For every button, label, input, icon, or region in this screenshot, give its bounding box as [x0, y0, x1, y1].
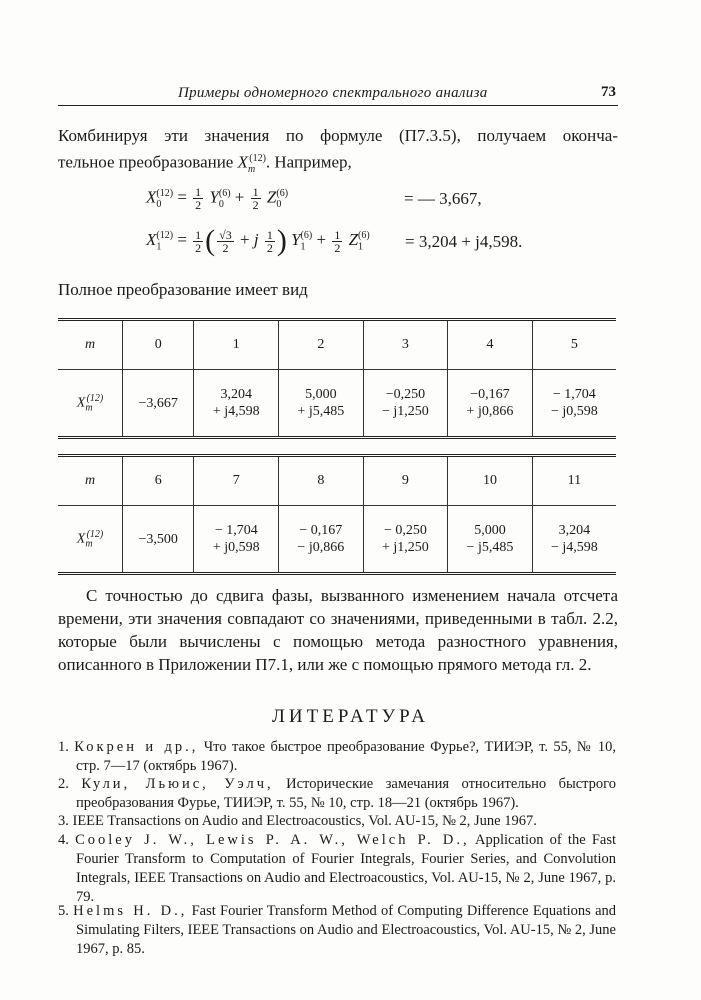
- formula-x1: $X_1^{(12)}$ = $\frac{1}{2}$ ( $\frac{√3}{2}$ + j $\frac{1}{2}$ ) $Y_1^{(6)}$ + $\frac{1}{2}$ $Z_1^{(6)}$: [146, 224, 370, 257]
- m-cell: 5: [532, 320, 616, 370]
- m-cell: 4: [448, 320, 533, 370]
- x-cell: 3,204 + j4,598: [194, 370, 279, 438]
- m-cell: 7: [194, 456, 279, 506]
- intro-line-1: Комбинируя эти значения по формуле (П7.3.5), получаем оконча-: [58, 126, 618, 145]
- m-cell: 11: [532, 456, 616, 506]
- formula-x0: $X_0^{(12)}$ = $\frac{1}{2}$ $Y_0^{(6)}$ + $\frac{1}{2}$ $Z_0^{(6)}$: [146, 185, 289, 212]
- reference-item: 3. IEEE Transactions on Audio and Electroacoustics, Vol. AU-15, № 2, June 1967.: [58, 813, 537, 829]
- spectrum-table-2: [58, 454, 616, 575]
- m-cell: 9: [363, 456, 448, 506]
- page-number: 73: [601, 84, 616, 100]
- row-label-x: $X_m^{(12)}$: [76, 528, 104, 550]
- m-cell: 2: [279, 320, 364, 370]
- m-cell: 1: [194, 320, 279, 370]
- table-row-m: [58, 456, 616, 506]
- intro-paragraph: [58, 124, 618, 181]
- reference-item: 1. Кокрен и др., Что такое быстрое преобразование Фурье?, ТИИЭР, т. 55, № 10, стр. 7—17 (октябрь 1967).: [58, 739, 617, 774]
- m-cell: 6: [123, 456, 194, 506]
- intro-line-2: тельное преобразование $X_m^{(12)}$. Например,: [58, 152, 352, 176]
- table-row-x: [58, 506, 616, 574]
- x-cell: − 1,704 − j0,598: [532, 370, 616, 438]
- conclusion-paragraph: С точностью до сдвига фазы, вызванного изменением начала отсчета времени, эти значения совпадают со значениями, приведенными в табл. 2.2, которые были вычислены с помощью метода разностного уравнения, описанного в Приложении П7.1, или же с помощью прямого метода гл. 2.: [58, 586, 618, 674]
- x-cell: −0,167 + j0,866: [448, 370, 533, 438]
- formula-x0-result: = — 3,667,: [404, 189, 482, 208]
- m-cell: 0: [123, 320, 194, 370]
- x-cell: −3,500: [123, 506, 194, 574]
- m-cell: 8: [279, 456, 364, 506]
- x-cell: −0,250 − j1,250: [363, 370, 448, 438]
- formula-x1-result: = 3,204 + j4,598.: [405, 232, 523, 251]
- x-cell: 5,000 − j5,485: [448, 506, 533, 574]
- full-transform-label: Полное преобразование имеет вид: [58, 280, 308, 299]
- x-cell: 3,204 − j4,598: [532, 506, 616, 574]
- x-cell: − 1,704 + j0,598: [194, 506, 279, 574]
- x-cell: 5,000 + j5,485: [279, 370, 364, 438]
- x-cell: − 0,250 + j1,250: [363, 506, 448, 574]
- x-cell: − 0,167 − j0,866: [279, 506, 364, 574]
- references-title: ЛИТЕРАТУРА: [272, 706, 429, 727]
- row-label-m: m: [58, 456, 123, 506]
- table-row-m: [58, 320, 616, 370]
- m-cell: 3: [363, 320, 448, 370]
- reference-item: 4. Cooley J. W., Lewis P. A. W., Welch P. D., Application of the Fast Fourier Transform to Computation of Fourier Integrals, Fourier Series, and Convolution Integrals, IEEE Transactions on Audio and Electroacoustics, Vol. AU-15, № 2, June 1967, p. 79.: [58, 832, 616, 905]
- x-cell: −3,667: [123, 370, 194, 438]
- m-cell: 10: [448, 456, 533, 506]
- spectrum-table-1: [58, 318, 616, 439]
- reference-item: 5. Helms H. D., Fast Fourier Transform Method of Computing Difference Equations and Simulating Filters, IEEE Transactions on Audio and Electroacoustics, Vol. AU-15, № 2, June 1967, p. 85.: [58, 903, 616, 957]
- row-label-x: $X_m^{(12)}$: [76, 392, 104, 414]
- running-title: Примеры одномерного спектрального анализа: [178, 85, 488, 101]
- row-label-m: m: [58, 320, 123, 370]
- reference-item: 2. Кули, Льюис, Уэлч, Исторические замечания относительно быстрого преобразования Фурье, ТИИЭР, т. 55, № 10, стр. 18—21 (октябрь 1967).: [58, 776, 617, 811]
- running-header: [58, 83, 618, 106]
- table-row-x: [58, 370, 616, 438]
